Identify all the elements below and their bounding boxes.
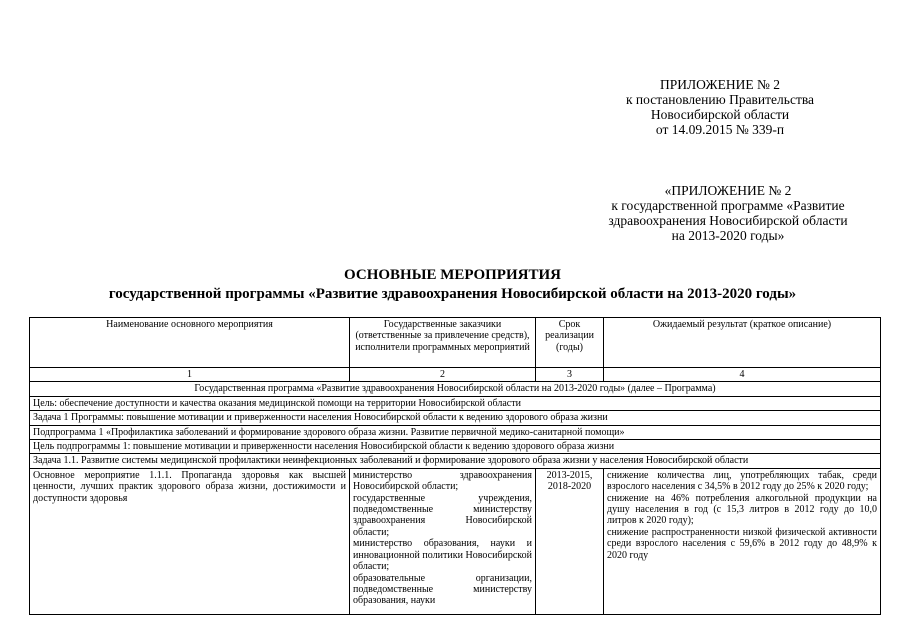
executor-entry: государственные учреждения, подведомственные министерству здравоохранения Новосибирской области; (353, 492, 532, 538)
annex-line: к постановлению Правительства (625, 92, 815, 107)
goal-cell: Цель: обеспечение доступности и качества оказания медицинской помощи на территории Новосибирской области (30, 396, 881, 410)
table-row (30, 454, 881, 468)
column-number: 4 (604, 368, 881, 382)
document-title: ОСНОВНЫЕ МЕРОПРИЯТИЯ (344, 267, 561, 283)
period-value: 2013-2015, (546, 469, 593, 481)
header-cell-result: Ожидаемый результат (краткое описание) (604, 318, 881, 368)
task-cell: Задача 1 Программы: повышение мотивации и приверженности населения Новосибирской области к ведению здорового образа жизни (30, 411, 881, 425)
period-value: 2018-2020 (547, 481, 592, 493)
table-row (30, 425, 881, 439)
executor-entry: министерство здравоохранения Новосибирской области; (353, 469, 532, 493)
result-entry: снижение на 46% потребления алкогольной продукции на душу населения в год (с 15,3 литров в 2012 году до 10,0 литров к 2020 году); (607, 492, 877, 527)
table-row (30, 396, 881, 410)
header-cell-executors: Государственные заказчики (ответственные за привлечение средств), исполнители программных мероприятий (350, 318, 536, 368)
executor-entry: министерство образования, науки и инновационной политики Новосибирской области; (353, 538, 532, 573)
executor-entry: образовательные организации, подведомственные министерству образования, науки (353, 572, 532, 607)
annex-line: к государственной программе «Развитие (611, 198, 845, 213)
subprogram-goal-cell: Цель подпрограммы 1: повышение мотивации и приверженности населения Новосибирской области к ведению здорового образа жизни (30, 440, 881, 454)
annex-line: «ПРИЛОЖЕНИЕ № 2 (664, 183, 792, 198)
measure-executors-cell (350, 468, 536, 614)
measure-period-cell (536, 468, 604, 614)
result-entry: снижение распространенности низкой физической активности среди взрослого населения с 59,6% в 2012 году до 48,9% к 2020 году (607, 526, 877, 561)
annex-header (600, 77, 840, 137)
subtask-cell: Задача 1.1. Развитие системы медицинской профилактики неинфекционных заболеваний и формирование здорового образа жизни у населения Новосибирской области (30, 454, 881, 468)
measure-result-cell (604, 468, 881, 614)
table-header-row (30, 318, 881, 368)
annex-line: здравоохранения Новосибирской области (608, 213, 848, 228)
document-subtitle: государственной программы «Развитие здравоохранения Новосибирской области на 2013-2020 годы» (108, 286, 797, 302)
measure-row (30, 468, 881, 614)
annex-line: на 2013-2020 годы» (671, 228, 785, 243)
measure-name-cell: Основное мероприятие 1.1.1. Пропаганда здоровья как высшей ценности, лучших практик здорового образа жизни, достижимости и доступности здоровья (30, 468, 350, 614)
column-number: 1 (30, 368, 350, 382)
header-cell-period: Срок реализации (годы) (536, 318, 604, 368)
header-cell-name: Наименование основного мероприятия (30, 318, 350, 368)
measures-table (29, 317, 881, 615)
column-number-row (30, 368, 881, 382)
column-number: 2 (350, 368, 536, 382)
annex-line: ПРИЛОЖЕНИЕ № 2 (659, 77, 781, 92)
annex-line: от 14.09.2015 № 339-п (655, 122, 785, 137)
subprogram-cell: Подпрограмма 1 «Профилактика заболеваний и формирование здорового образа жизни. Развитие первичной медико-санитарной помощи» (30, 425, 881, 439)
column-number: 3 (536, 368, 604, 382)
annex-line: Новосибирской области (650, 107, 790, 122)
result-entry: снижение количества лиц, употребляющих табак, среди взрослого населения с 34,5% в 2012 году до 25% к 2020 году; (607, 469, 877, 493)
table-row (30, 411, 881, 425)
program-row (30, 382, 881, 396)
table-row (30, 440, 881, 454)
program-title-cell: Государственная программа «Развитие здравоохранения Новосибирской области на 2013-2020 годы» (далее – Программа) (30, 382, 881, 396)
program-annex-header (578, 183, 878, 243)
